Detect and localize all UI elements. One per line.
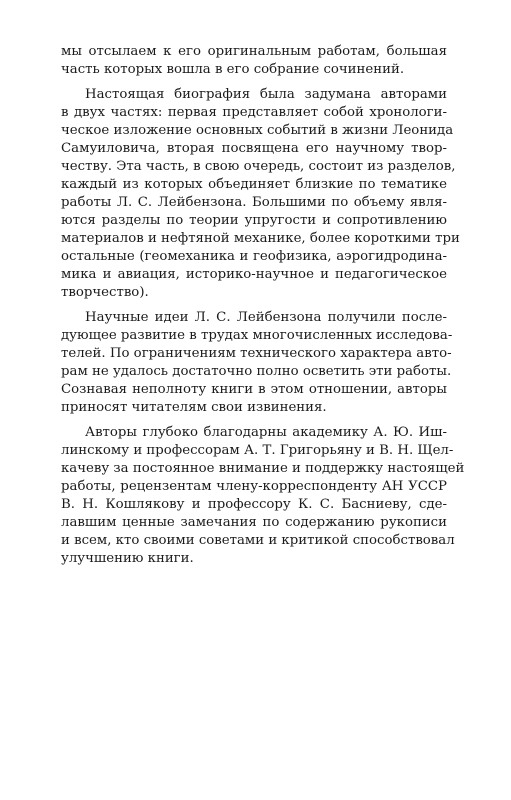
text-line: телей. По ограничениям технического характера авто- [61,346,452,361]
text-line: часть которых вошла в его собрание сочинений. [61,61,405,77]
text-line: приносят читателям свои извинения. [61,399,327,415]
text-line: качеву за постоянное внимание и поддержку настоящей [61,461,465,477]
text-line: ческое изложение основных событий в жизни Леонида [61,123,454,139]
text-line: каждый из которых объединяет близкие по тематике [61,177,447,193]
text-line: честву. Эта часть, в свою очередь, состоит из разделов, [61,159,456,175]
text-line: работы Л. С. Лейбензона. Большими по объему явля- [61,195,447,210]
text-line: материалов и нефтяной механике, более короткими три [61,230,460,246]
text-line: Авторы глубоко благодарны академику А. Ю. Иш- [85,425,447,441]
text-line: работы, рецензентам члену-корреспонденту АН УССР [61,479,447,495]
text-line: ются разделы по теории упругости и сопротивлению [61,212,447,228]
text-line: в двух частях: первая представляет собой хронологи- [61,105,447,121]
text-line: творчество). [61,284,149,300]
text-line: рам не удалось достаточно полно осветить эти работы. [61,363,452,379]
body-text [61,43,465,568]
text-line: улучшению книги. [61,550,194,566]
text-line: и всем, кто своими советами и критикой способствовал [61,532,455,548]
text-line: мика и авиация, историко-научное и педагогическое [61,266,447,282]
paragraph-4 [61,424,465,568]
paragraph-3 [61,309,453,417]
text-line: Научные идеи Л. С. Лейбензона получили после- [85,310,447,326]
text-line: лавшим ценные замечания по содержанию рукописи [61,514,447,530]
paragraph-1 [61,43,447,79]
text-line: мы отсылаем к его оригинальным работам, большая [61,44,447,59]
text-line: линскому и профессорам А. Т. Григорьяну и В. Н. Щел- [61,443,454,459]
text-line: Самуиловича, вторая посвящена его научному твор- [61,141,447,157]
paragraph-2 [61,86,460,301]
text-line: Сознавая неполноту книги в этом отношении, авторы [61,381,447,397]
text-line: остальные (геомеханика и геофизика, аэрогидродина- [61,248,447,264]
text-line: дующее развитие в трудах многочисленных исследова- [61,328,453,344]
text-line: В. Н. Кошлякову и профессору К. С. Басниеву, сде- [61,497,447,512]
text-line: Настоящая биография была задумана авторами [85,87,447,103]
